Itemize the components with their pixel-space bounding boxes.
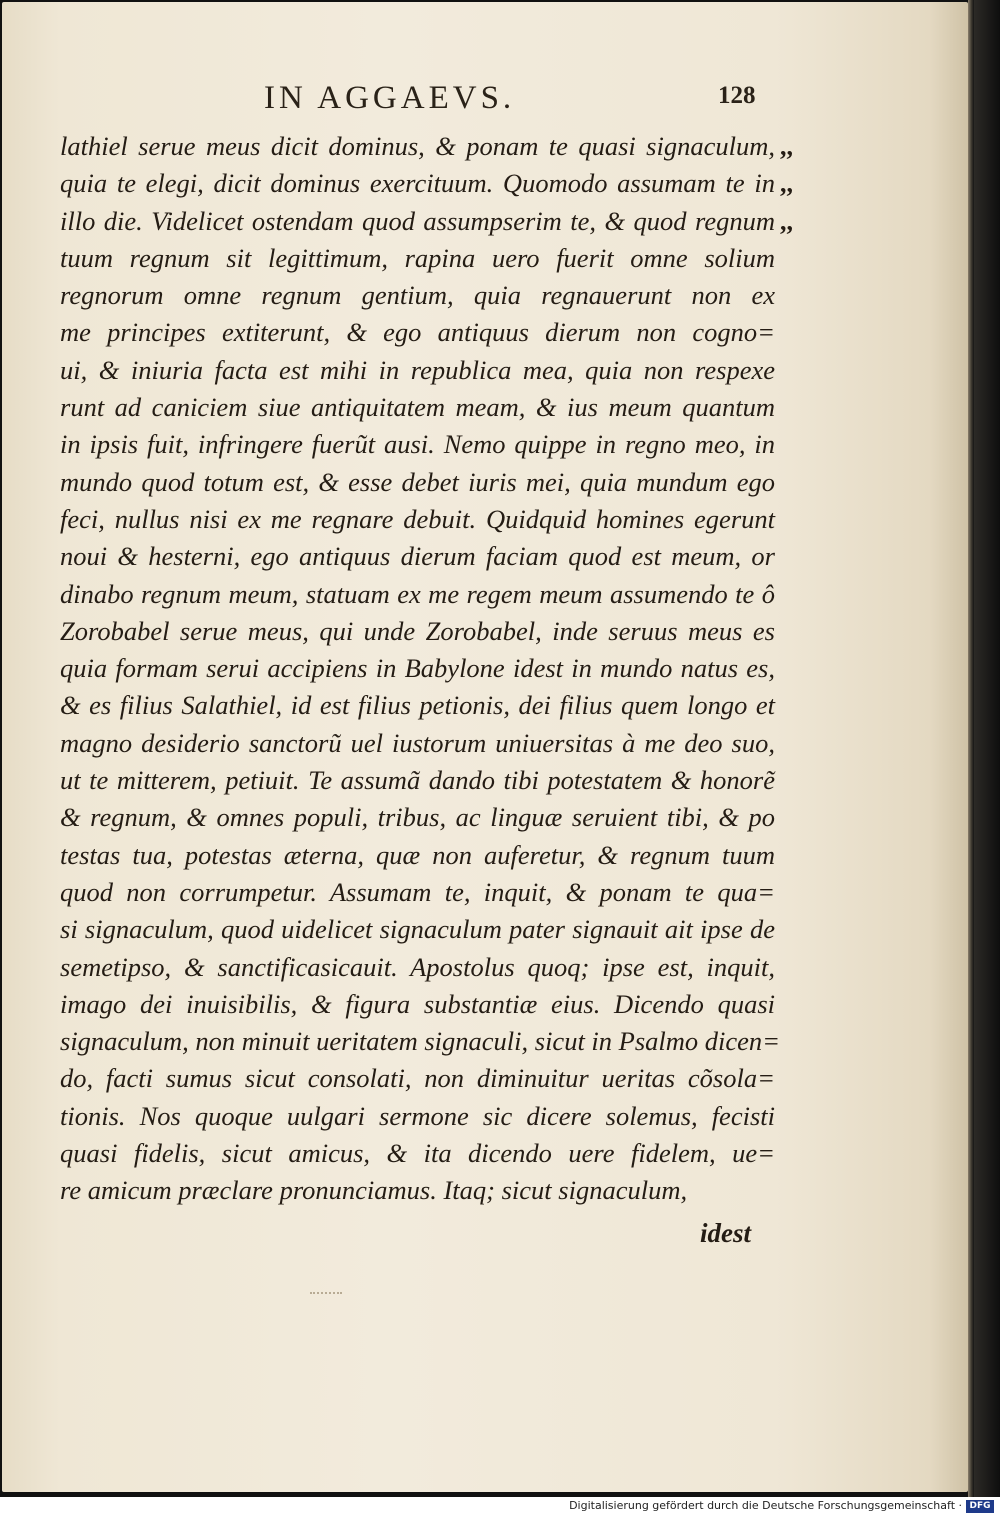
- digitization-footer: [0, 1497, 1000, 1516]
- text-line: ui, & iniuria facta est mihi in republica mea, quia non respexe: [60, 354, 775, 385]
- text-line: & es filius Salathiel, id est filius petionis, dei filius quem longo et: [60, 690, 775, 721]
- text-line: magno desiderio sanctorũ uel iustorum uniuersitas à me deo suo,: [60, 727, 775, 758]
- text-line: runt ad caniciem siue antiquitatem meam, & ius meum quantum: [60, 392, 775, 423]
- text-line: do, facti sumus sicut consolati, non diminuitur ueritas cõsola=: [60, 1063, 775, 1094]
- text-line: tionis. Nos quoque uulgari sermone sic dicere solemus, fecisti: [60, 1100, 775, 1131]
- margin-mark: ,,: [780, 206, 793, 236]
- text-line: imago dei inuisibilis, & figura substantiæ eius. Dicendo quasi: [60, 988, 775, 1019]
- book-edge: [974, 0, 1000, 1497]
- text-line: mundo quod totum est, & esse debet iuris mei, quia mundum ego: [60, 466, 775, 497]
- text-line: tuum regnum sit legittimum, rapina uero fuerit omne solium: [60, 242, 775, 273]
- catchword: idest: [700, 1218, 751, 1248]
- text-line: noui & hesterni, ego antiquus dierum faciam quod est meum, or: [60, 541, 775, 572]
- ink-smudge: [310, 1292, 342, 1298]
- book-page: [2, 2, 968, 1492]
- text-line: signaculum, non minuit ueritatem signaculi, sicut in Psalmo dicen=: [60, 1026, 781, 1057]
- body-text: [60, 128, 781, 1210]
- text-line: lathiel serue meus dicit dominus, & ponam te quasi signaculum,: [60, 131, 775, 161]
- dfg-logo: DFG: [966, 1500, 994, 1513]
- text-line: in ipsis fuit, infringere fuerũt ausi. Nemo quippe in regno meo, in: [60, 429, 775, 460]
- text-line: testas tua, potestas æterna, quæ non auferetur, & regnum tuum: [60, 839, 775, 870]
- text-line: quasi fidelis, sicut amicus, & ita dicendo uere fidelem, ue=: [60, 1138, 775, 1169]
- text-line: semetipso, & sanctificasicauit. Apostolus quoq; ipse est, inquit,: [60, 951, 775, 982]
- text-line: quia formam serui accipiens in Babylone idest in mundo natus es,: [60, 653, 775, 684]
- running-title: IN AGGAEVS.: [264, 80, 516, 116]
- margin-mark: ,,: [780, 132, 793, 161]
- text-line: illo die. Videlicet ostendam quod assumpserim te, & quod regnum: [60, 205, 775, 236]
- page-number: 128: [718, 82, 756, 109]
- footer-credit: Digitalisierung gefördert durch die Deutsche Forschungsgemeinschaft ·: [569, 1499, 962, 1512]
- text-line: dinabo regnum meum, statuam ex me regem meum assumendo te ô: [60, 578, 775, 609]
- text-line: me principes extiterunt, & ego antiquus dierum non cogno=: [60, 317, 775, 348]
- text-line: si signaculum, quod uidelicet signaculum pater signauit ait ipse de: [60, 914, 775, 945]
- page-header: [2, 80, 968, 120]
- text-line: Zorobabel serue meus, qui unde Zorobabel, inde seruus meus es: [60, 615, 775, 646]
- text-line: ut te mitterem, petiuit. Te assumã dando tibi potestatem & honorẽ: [60, 765, 775, 796]
- text-line: & regnum, & omnes populi, tribus, ac linguæ seruient tibi, & po: [60, 802, 775, 833]
- text-line: regnorum omne regnum gentium, quia regnauerunt non ex: [60, 280, 775, 311]
- text-line: quia te elegi, dicit dominus exercituum. Quomodo assumam te in: [60, 168, 775, 199]
- margin-quote-marks: [780, 128, 810, 240]
- text-line: quod non corrumpetur. Assumam te, inquit, & ponam te qua=: [60, 876, 775, 907]
- margin-mark: ,,: [780, 169, 793, 199]
- text-line: re amicum præclare pronunciamus. Itaq; sicut signaculum,: [60, 1175, 688, 1206]
- text-line: feci, nullus nisi ex me regnare debuit. Quidquid homines egerunt: [60, 503, 775, 534]
